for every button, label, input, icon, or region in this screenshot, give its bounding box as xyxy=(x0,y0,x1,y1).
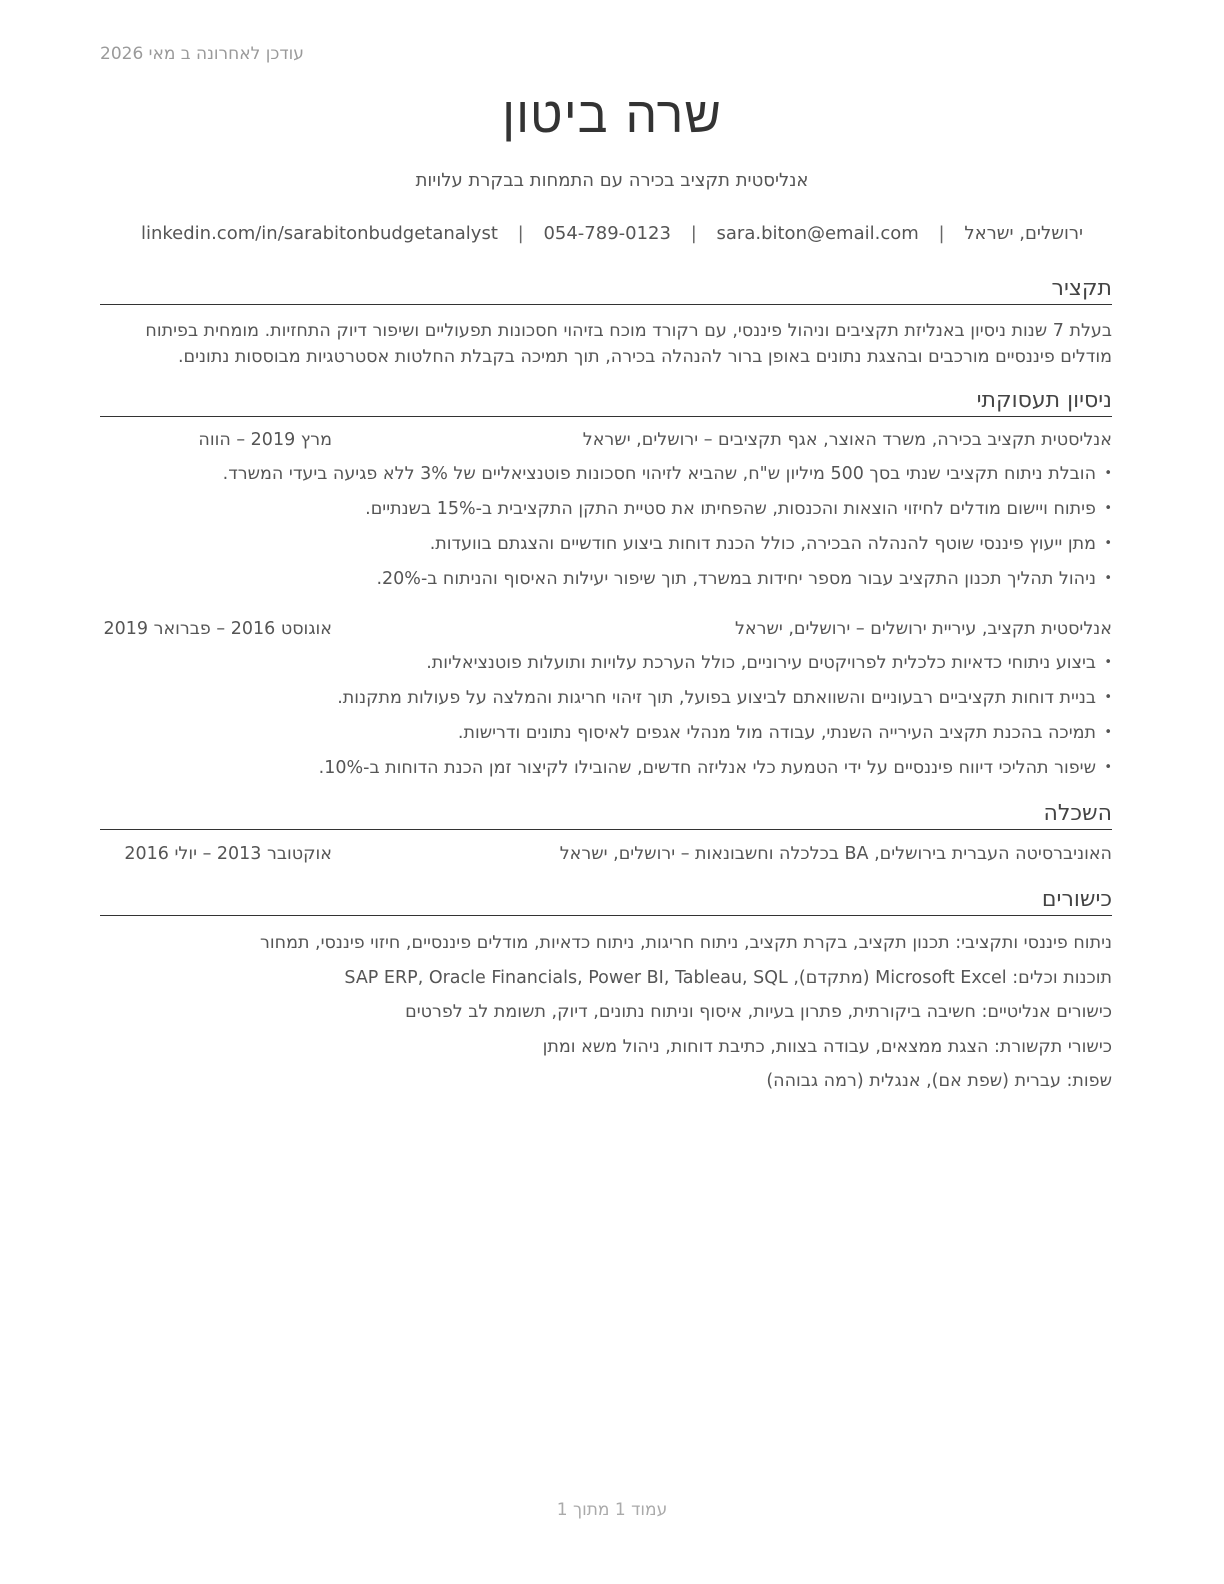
contact-separator: | xyxy=(517,223,524,244)
job-bullets xyxy=(100,461,1112,601)
page-number: עמוד 1 מתוך 1 xyxy=(556,1500,668,1520)
job-title: אנליסטית תקציב בכירה, משרד האוצר, אגף תקציבים – ירושלים, ישראל xyxy=(582,430,1112,450)
education-title: האוניברסיטה העברית בירושלים, BA בכלכלה וחשבונאות – ירושלים, ישראל xyxy=(559,844,1112,864)
section-heading-skills: כישורים xyxy=(100,885,1112,916)
job-title: אנליסטית תקציב, עיריית ירושלים – ירושלים, ישראל xyxy=(734,619,1112,639)
education-dates: אוקטובר 2013 – יולי 2016 xyxy=(124,844,332,864)
skill-line: תוכנות וכלים: Microsoft Excel (מתקדם), SAP ERP, Oracle Financials, Power BI, Tableau, SQL xyxy=(344,967,1112,988)
job-bullets xyxy=(100,650,1112,790)
contact-linkedin[interactable]: linkedin.com/in/sarabitonbudgetanalyst xyxy=(140,223,498,244)
job-bullet: • פיתוח ויישום מודלים לחיזוי הוצאות והכנסות, שהפחיתו את סטיית התקן התקציבית ב-15% בשנתיים. xyxy=(100,496,1112,531)
contact-separator: | xyxy=(938,223,945,244)
section-heading-experience: ניסיון תעסוקתי xyxy=(100,386,1112,417)
job-bullet: • ביצוע ניתוחי כדאיות כלכלית לפרויקטים עירוניים, כולל הערכת עלויות ותועלות פוטנציאליות. xyxy=(100,650,1112,685)
section-heading-education: השכלה xyxy=(100,799,1112,830)
skill-line: שפות: עברית (שפת אם), אנגלית (רמה גבוהה) xyxy=(766,1071,1112,1091)
skill-line: כישורי תקשורת: הצגת ממצאים, עבודה בצוות, כתיבת דוחות, ניהול משא ומתן xyxy=(542,1036,1112,1057)
contact-line xyxy=(0,223,1224,244)
job-header xyxy=(100,430,1112,456)
skills-list xyxy=(100,930,1112,1103)
contact-location: ירושלים, ישראל xyxy=(964,223,1084,244)
contact-email[interactable]: sara.biton@email.com xyxy=(716,223,919,244)
job-bullet: • שיפור תהליכי דיווח פיננסיים על ידי הטמעת כלי אנליזה חדשים, שהובילו לקיצור זמן הכנת הדוחות ב-10%. xyxy=(100,755,1112,790)
skill-line: ניתוח פיננסי ותקציבי: תכנון תקציב, בקרת תקציב, ניתוח חריגות, ניתוח כדאיות, מודלים פיננסיים, חיזוי פיננסי, תמחור xyxy=(260,933,1112,953)
summary-text: בעלת 7 שנות ניסיון באנליזת תקציבים וניהול פיננסי, עם רקורד מוכח בזיהוי חסכונות תפעוליים ושיפור דיוק התחזיות. מומחית בפיתוח מודלים פיננסיים מורכבים ובהצגת נתונים באופן ברור להנהלה בכירה, תוך תמיכה בקבלת החלטות אסטרטגיות מבוססות נתונים. xyxy=(145,321,1112,367)
job-bullet: • ניהול תהליך תכנון התקציב עבור מספר יחידות במשרד, תוך שיפור יעילות האיסוף והניתוח ב-20%. xyxy=(100,566,1112,601)
job-header xyxy=(100,619,1112,645)
candidate-subtitle: אנליסטית תקציב בכירה עם התמחות בבקרת עלויות xyxy=(415,170,809,191)
education-entry xyxy=(100,844,1112,870)
job-dates: מרץ 2019 – הווה xyxy=(198,430,332,450)
candidate-name: שרה ביטון xyxy=(502,86,722,144)
job-bullet: • מתן ייעוץ פיננסי שוטף להנהלה הבכירה, כולל הכנת דוחות ביצוע חודשיים והצגתם בוועדות. xyxy=(100,531,1112,566)
section-heading-summary: תקציר xyxy=(100,274,1112,305)
job-dates: אוגוסט 2016 – פברואר 2019 xyxy=(103,619,332,639)
contact-separator: | xyxy=(690,223,697,244)
contact-phone[interactable]: 054-789-0123 xyxy=(543,223,671,244)
job-bullet: • הובלת ניתוח תקציבי שנתי בסך 500 מיליון ש"ח, שהביא לזיהוי חסכונות פוטנציאליים של 3% ללא פגיעה ביעדי המשרד. xyxy=(100,461,1112,496)
job-bullet: • תמיכה בהכנת תקציב העירייה השנתי, עבודה מול מנהלי אגפים לאיסוף נתונים ודרישות. xyxy=(100,720,1112,755)
skill-line: כישורים אנליטיים: חשיבה ביקורתית, פתרון בעיות, איסוף וניתוח נתונים, דיוק, תשומת לב לפרטים xyxy=(405,1002,1112,1022)
last-updated-text: עודכן לאחרונה ב מאי 2026 xyxy=(100,44,304,64)
job-bullet: • בניית דוחות תקציביים רבעוניים והשוואתם לביצוע בפועל, תוך זיהוי חריגות והמלצה על פעולות מתקנות. xyxy=(100,685,1112,720)
